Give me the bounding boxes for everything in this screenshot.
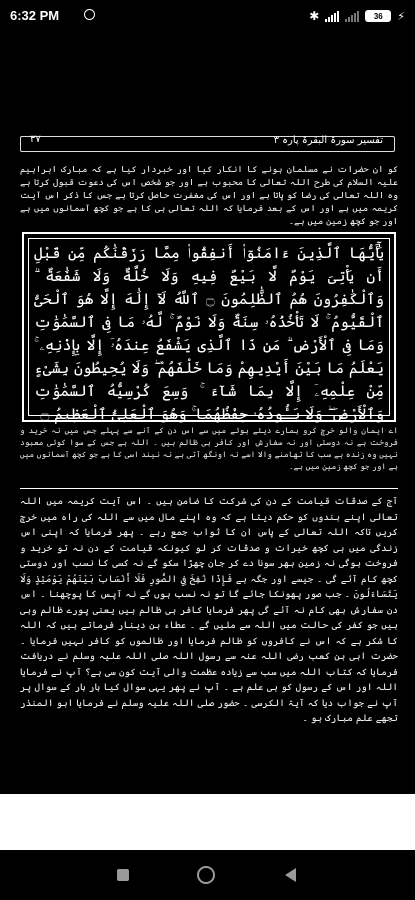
charging-icon: ⚡ bbox=[397, 9, 405, 23]
commentary-paragraph-1: کو ان حضرات نے مسلمان ہونے کا انکار کیا اور خبردار کیا ہے کہ مبارک ابراہیم علیہ السلام کی طرح اللہ تعالی کا محبوب ہے اور جو شخص اس کی دعوت قبول کرتا ہے وہ اللہ تعالی کی رضا کو پاتا ہے اور اس کی مغفرت حاصل کرتا ہے جس کا ذکر اس آیت کریمہ میں ہے اور اس کے بعد فرمایا کہ اللہ تعالی ہی کا ہے جو کچھ آسمانوں میں ہے اور جو کچھ زمین میں ہے۔ bbox=[20, 165, 398, 227]
commentary-paragraph-2: آج کے صدقات قیامت کے دن کی شرکت کا ضامن ہیں ۔ اس آیت کریمہ میں اللہ تعالی اپنے بندوں کو حکم دیتا ہے کہ وہ اپنے مال میں سے اللہ کی راہ میں خرچ کریں تاکہ اللہ تعالی کے پاس ان کا ثواب جمع رہے ۔ پھر فرمایا کہ اپنی اس زندگی میں ہی کچھ خیرات و صدقات کر لو کیونکہ قیامت کے دن نہ تو خرید و فروخت ہوگی نہ زمین بھر سونا دے کر جان چھڑا سکو گے نہ کسی کا نسب اور دوستی کچھ کام آئے گی ۔ جیسے اور جگہ ہے فَإِذَا نُفِخَ فِي الصُّورِ فَلَا أَنْسَابَ بَيْنَهُمْ يَوْمَئِذٍ وَلَا يَتَسَاءَلُونَ ۔ جب صور پھونکا جائے گا تو نہ نسب ہوں گے نہ آپس کا پوچھنا ۔ اس دن سفارش بھی کام نہ آئے گی پھر فرمایا کافر ہی ظالم ہیں یعنی پورے ظالم وہی ہیں جو کفر کی حالت میں اللہ سے ملیں گے ۔ عطاء بن دینار فرماتے ہیں کہ اللہ کا شکر ہے کہ اس نے کافروں کو ظالم فرمایا اور ظالموں کو کافر نہیں فرمایا ۔ حضرت ابی بن کعب رضی اللہ عنہ سے رسول اللہ صلی اللہ علیہ وسلم نے دریافت فرمایا کہ کتاب اللہ میں سب سے زیادہ عظمت والی آیت کون سی ہے؟ آپ نے فرمایا اللہ اور اس کے رسول کو ہی علم ہے ۔ آپ نے پھر یہی سوال کیا بار بار کے سوال پر آپ نے جواب دیا کہ آیۃ الکرسی ۔ حضور صلی اللہ علیہ وسلم نے فرمایا ابو المنذر تجھے علم مبارک ہو ۔ bbox=[20, 496, 398, 724]
arabic-verse: يَٰٓأَيُّهَا ٱلَّذِينَ ءَامَنُوٓا۟ أَنفِقُوا۟ مِمَّا رَزَقْنَٰكُم مِّن قَبْلِ أَن يَأْتِىَ يَوْمٌ لَّا بَيْعٌ فِيهِ وَلَا خُلَّةٌ وَلَا شَفَٰعَةٌ ۗ وَٱلْكَٰفِرُونَ هُمُ ٱلظَّٰلِمُونَ ۝ ٱللَّهُ لَآ إِلَٰهَ إِلَّا هُوَ ٱلْحَىُّ ٱلْقَيُّومُ ۚ لَا تَأْخُذُهُۥ سِنَةٌ وَلَا نَوْمٌ ۚ لَّهُۥ مَا فِى ٱلسَّمَٰوَٰتِ وَمَا فِى ٱلْأَرْضِ ۗ مَن ذَا ٱلَّذِى يَشْفَعُ عِندَهُۥٓ إِلَّا بِإِذْنِهِۦ ۚ يَعْلَمُ مَا بَيْنَ أَيْدِيهِمْ وَمَا خَلْفَهُمْ ۖ وَلَا يُحِيطُونَ بِشَىْءٍ مِّنْ عِلْمِهِۦٓ إِلَّا بِمَا شَآءَ ۚ وَسِعَ كُرْسِيُّهُ ٱلسَّمَٰوَٰتِ وَٱلْأَرْضَ ۖ وَلَا يَـُٔودُهُۥ حِفْظُهُمَا ۚ وَهُوَ ٱلْعَلِىُّ ٱلْعَظِيمُ ۝ bbox=[34, 244, 385, 423]
translation-paragraph: اے ایمان والو خرچ کرو ہمارے دیئے ہوئے میں سے اس دن کے آنے سے پہلے جس میں نہ خرید و فروخت ہے نہ دوستی اور نہ سفارش اور کافر ہی ظالم ہیں ۔ اللہ ہے جس کے سوا کوئی معبود نہیں وہ زندہ ہے سب کا تھامنے والا اسے نہ اونگھ آتی ہے نہ نیند اسی کا ہے جو کچھ آسمانوں میں ہے اور جو کچھ زمین میں ہے۔ bbox=[20, 426, 398, 471]
page-number: ۳۷ bbox=[30, 134, 41, 145]
status-icons bbox=[309, 7, 405, 25]
bottom-panel bbox=[0, 794, 415, 850]
home-button[interactable] bbox=[197, 866, 215, 884]
battery-level: 36 bbox=[373, 11, 383, 21]
bluetooth-icon: ✱ bbox=[309, 9, 320, 23]
page-header bbox=[20, 134, 395, 154]
navigation-bar bbox=[0, 850, 415, 900]
status-bar bbox=[0, 0, 415, 32]
signal-icon bbox=[325, 11, 339, 22]
verse-frame bbox=[22, 232, 396, 422]
document-viewer[interactable] bbox=[0, 32, 415, 794]
recents-button[interactable] bbox=[117, 869, 129, 881]
header-title: تفسیر سورۃ البقرۃ پارہ ۳ bbox=[273, 135, 383, 146]
alarm-icon bbox=[84, 9, 95, 20]
battery-icon bbox=[365, 10, 391, 22]
back-button[interactable] bbox=[285, 868, 296, 882]
signal-icon-2 bbox=[345, 11, 359, 22]
section-divider bbox=[20, 488, 398, 489]
status-time: 6:32 PM bbox=[10, 8, 60, 23]
